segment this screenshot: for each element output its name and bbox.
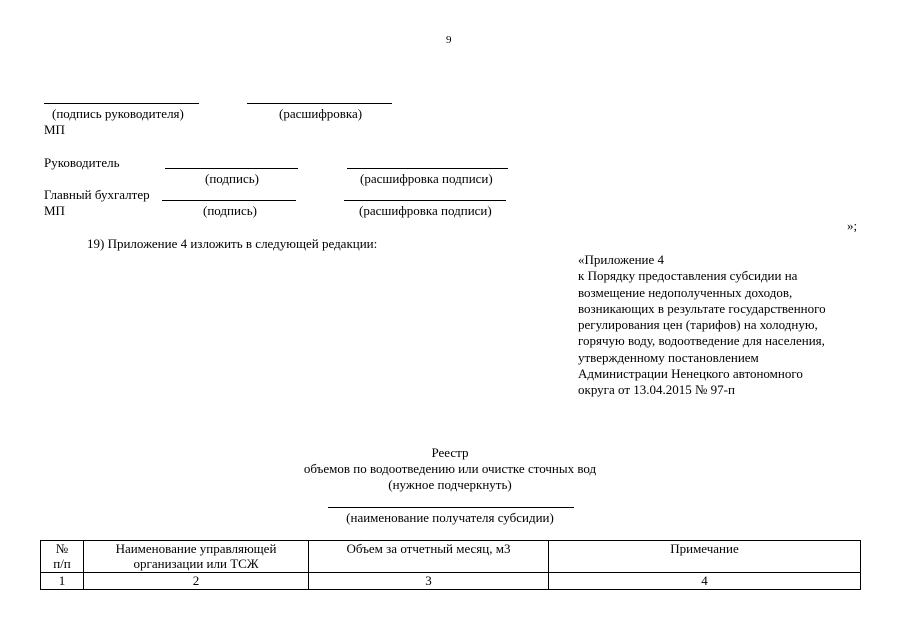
closing-quote: »; <box>847 218 858 233</box>
column-number-cell: 3 <box>309 573 549 590</box>
column-number-cell: 2 <box>84 573 309 590</box>
appendix-line: возмещение недополученных доходов, <box>578 284 793 300</box>
header-org <box>84 541 309 573</box>
head-signature-line <box>165 168 298 169</box>
header-num-line1: № <box>55 541 69 556</box>
decode-caption: (расшифровка) <box>279 106 363 121</box>
column-number-cell: 1 <box>41 573 84 590</box>
page-number: 9 <box>446 34 452 46</box>
head-decode-line <box>347 168 508 169</box>
appendix-line: горячую воду, водоотведение для населения, <box>578 333 825 349</box>
appendix-line: округа от 13.04.2015 № 97-п <box>578 382 735 398</box>
stamp-label-2: МП <box>44 203 65 218</box>
accountant-decode-caption: (расшифровка подписи) <box>359 203 492 218</box>
appendix-line: регулирования цен (тарифов) на холодную, <box>578 317 818 333</box>
table-header-row <box>41 541 861 573</box>
accountant-signature-line <box>162 200 296 201</box>
head-decode-caption: (расшифровка подписи) <box>360 171 493 186</box>
signature-line <box>44 103 199 104</box>
header-num-line2: п/п <box>53 556 71 571</box>
registry-subtitle: объемов по водоотведению или очистке сточных вод <box>303 461 597 476</box>
appendix-header <box>578 252 826 399</box>
appendix-line: «Приложение 4 <box>578 252 665 267</box>
accountant-decode-line <box>344 200 506 201</box>
column-number-cell: 4 <box>549 573 861 590</box>
decode-line <box>247 103 392 104</box>
stamp-label: МП <box>44 122 65 137</box>
appendix-line: к Порядку предоставления субсидии на <box>578 268 798 284</box>
accountant-label: Главный бухгалтер <box>44 187 150 202</box>
appendix-line: возникающих в результате государственного <box>578 300 826 316</box>
item-19-text: 19) Приложение 4 изложить в следующей редакции: <box>87 236 378 251</box>
head-signature-caption: (подпись руководителя) <box>52 106 184 121</box>
appendix-line: Администрации Ненецкого автономного <box>578 366 803 382</box>
header-num <box>41 541 84 573</box>
accountant-signature-caption: (подпись) <box>203 203 257 218</box>
head-signature-caption-2: (подпись) <box>205 171 259 186</box>
registry-title: Реестр <box>431 445 469 460</box>
header-notes: Примечание <box>549 541 861 573</box>
header-volume: Объем за отчетный месяц, м3 <box>309 541 549 573</box>
registry-note: (нужное подчеркнуть) <box>388 477 512 492</box>
header-org-line2: организации или ТСЖ <box>133 556 259 571</box>
recipient-caption: (наименование получателя субсидии) <box>346 510 554 525</box>
recipient-line <box>328 507 574 508</box>
registry-table <box>40 540 861 590</box>
appendix-line: утвержденному постановлением <box>578 349 759 365</box>
head-label: Руководитель <box>44 155 120 170</box>
table-row <box>41 573 861 590</box>
header-org-line1: Наименование управляющей <box>115 541 277 556</box>
